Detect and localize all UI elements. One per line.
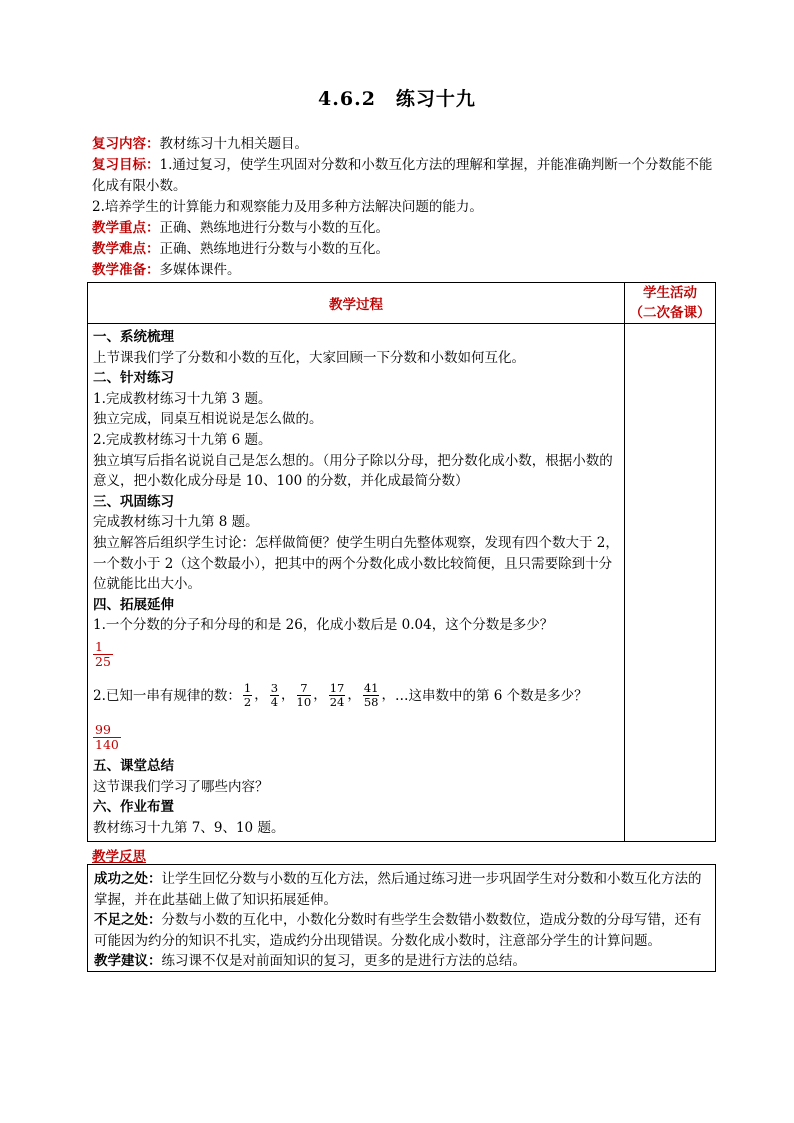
prep-label: 教学准备： xyxy=(92,262,160,278)
reflection-box xyxy=(87,864,716,972)
section-title-2: 二、针对练习 xyxy=(93,370,174,387)
page-title: 4.6.2 练习十九 xyxy=(318,88,476,110)
difficulty-line xyxy=(92,239,717,260)
sequence-numerator: 3 xyxy=(270,681,279,696)
shortfall-text: 分数与小数的互化中，小数化分数时有些学生会数错小数数位，造成分数的分母写错，还有可能因为约分的知识不扎实，造成约分出现错误。分数化成小数时，注意部分学生的计算问题。 xyxy=(94,912,702,949)
sequence-numerator: 17 xyxy=(329,681,345,696)
section-5-text: 这节课我们学习了哪些内容？ xyxy=(93,778,269,795)
review-goal-label: 复习目标： xyxy=(92,157,160,173)
answer-2-denominator: 140 xyxy=(95,736,119,752)
section-3-text-2: 独立解答后组织学生讨论：怎样做简便？使学生明白先整体观察，发现有四个数大于 2，一个数小于 2（这个数最小），把其中的两个分数化成小数比较简便，且只需要除到十分位就能比出大小。 xyxy=(93,534,619,593)
lesson-meta xyxy=(92,134,717,281)
review-content-line xyxy=(92,134,717,155)
sequence-separator: ， xyxy=(347,687,361,704)
sequence-separator: ， xyxy=(281,687,295,704)
prep-line xyxy=(92,260,717,281)
section-title-3: 三、巩固练习 xyxy=(93,493,174,510)
answer-fraction-2 xyxy=(93,723,121,752)
header-student-activity xyxy=(625,283,715,323)
review-goal-text-2: 2.培养学生的计算能力和观察能力及用多种方法解决问题的能力。 xyxy=(92,199,483,215)
section-3-text-1: 完成教材练习十九第 8 题。 xyxy=(93,514,259,531)
review-content-label: 复习内容： xyxy=(92,136,160,152)
sequence-separator: ， xyxy=(254,687,268,704)
key-point-text: 正确、熟练地进行分数与小数的互化。 xyxy=(159,220,389,236)
sequence-numerator: 7 xyxy=(297,682,312,696)
sequence-separator: ， xyxy=(381,687,395,704)
answer-1-denominator: 25 xyxy=(95,653,111,669)
review-content-text: 教材练习十九相关题目。 xyxy=(159,136,308,152)
extension-question-2 xyxy=(93,673,620,719)
sequence-fraction xyxy=(270,682,279,709)
section-title-4: 四、拓展延伸 xyxy=(93,596,174,613)
prep-text: 多媒体课件。 xyxy=(159,262,241,278)
process-table xyxy=(87,282,716,842)
question-2-prefix: 2.已知一串有规律的数： xyxy=(93,687,241,704)
difficulty-text: 正确、熟练地进行分数与小数的互化。 xyxy=(159,241,389,257)
section-2-text-1: 1.完成教材练习十九第 3 题。 xyxy=(93,390,272,407)
header-teaching-process: 教学过程 xyxy=(329,297,383,313)
fraction-sequence xyxy=(241,682,395,709)
sequence-denominator: 58 xyxy=(363,695,379,710)
reflection-title: 教学反思 xyxy=(92,849,146,865)
section-2-text-2: 独立完成，同桌互相说说是怎么做的。 xyxy=(93,411,323,428)
sequence-fraction xyxy=(363,682,380,709)
sequence-denominator: 10 xyxy=(296,695,312,710)
sequence-fraction xyxy=(243,682,252,709)
process-content xyxy=(93,327,620,838)
section-title-1: 一、系统梳理 xyxy=(93,329,174,345)
column-divider xyxy=(624,283,625,841)
reflection-success xyxy=(94,869,709,910)
section-2-text-3: 2.完成教材练习十九第 6 题。 xyxy=(93,431,272,448)
question-2-suffix: …这串数中的第 6 个数是多少？ xyxy=(394,687,588,704)
sequence-separator: ， xyxy=(313,687,327,704)
reflection-shortfall xyxy=(94,910,709,951)
section-2-text-4: 独立填写后指名说说自己是怎么想的。（用分子除以分母，把分数化成小数，根据小数的意义，把小数化成分母是 10、100 的分数，并化成最简分数） xyxy=(93,452,613,490)
answer-fraction-1 xyxy=(93,640,113,669)
suggestion-text: 练习课不仅是对前面知识的复习，更多的是进行方法的总结。 xyxy=(161,953,526,970)
header-student-line-1: 学生活动 xyxy=(643,285,697,301)
success-label: 成功之处： xyxy=(94,871,162,887)
difficulty-label: 教学难点： xyxy=(92,241,160,257)
suggestion-label: 教学建议： xyxy=(94,953,162,970)
section-title-6: 六、作业布置 xyxy=(93,799,174,816)
section-title-5: 五、课堂总结 xyxy=(93,757,174,774)
review-goal-text-1: 1.通过复习，使学生巩固对分数和小数互化方法的理解和掌握，并能准确判断一个分数能不能化成有限小数。 xyxy=(92,157,713,194)
answer-1-numerator: 1 xyxy=(93,640,113,655)
section-6-text: 教材练习十九第 7、9、10 题。 xyxy=(93,819,285,836)
success-text: 让学生回忆分数与小数的互化方法，然后通过练习进一步巩固学生对分数和小数互化方法的掌握，并在此基础上做了知识拓展延伸。 xyxy=(94,871,702,908)
header-divider xyxy=(88,323,715,324)
key-point-label: 教学重点： xyxy=(92,220,160,236)
header-student-line-2: （二次备课） xyxy=(629,305,711,321)
extension-question-1: 1.一个分数的分子和分母的和是 26，化成小数后是 0.04，这个分数是多少？ xyxy=(93,617,554,634)
sequence-denominator: 24 xyxy=(329,695,345,710)
sequence-denominator: 4 xyxy=(270,695,279,710)
sequence-fraction xyxy=(329,682,346,709)
sequence-denominator: 2 xyxy=(243,695,252,710)
section-1-text: 上节课我们学了分数和小数的互化，大家回顾一下分数和小数如何互化。 xyxy=(93,349,525,366)
reflection-suggestion xyxy=(94,951,709,972)
shortfall-label: 不足之处： xyxy=(94,912,162,929)
answer-2-numerator: 99 xyxy=(93,723,121,738)
review-goal-line xyxy=(92,155,717,197)
sequence-fraction xyxy=(297,682,312,709)
sequence-numerator: 1 xyxy=(243,681,252,696)
key-point-line xyxy=(92,218,717,239)
sequence-numerator: 41 xyxy=(363,681,379,696)
